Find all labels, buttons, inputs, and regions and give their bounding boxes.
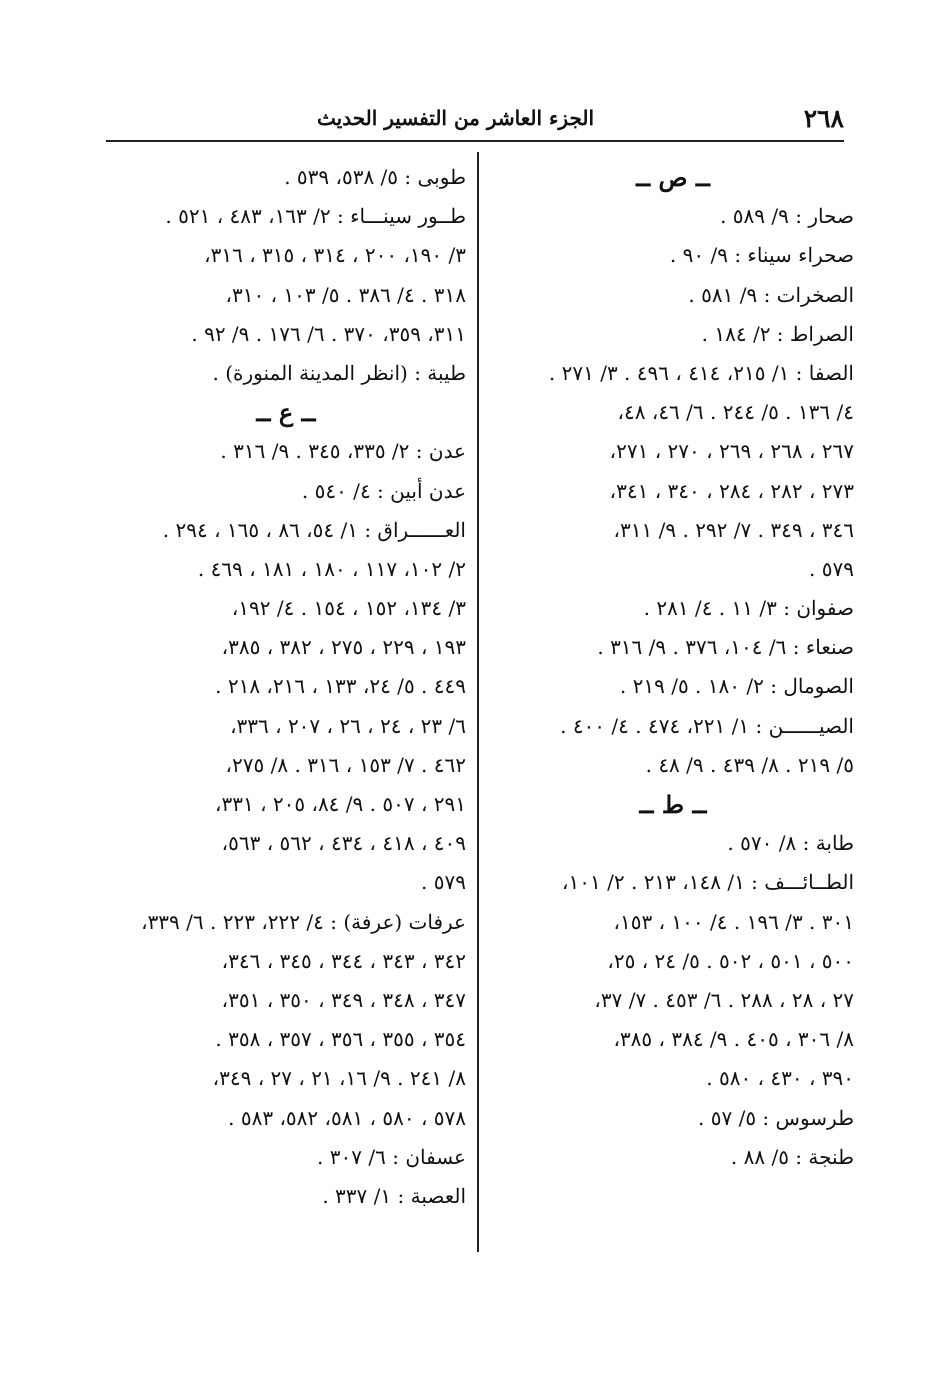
index-entry: الصيــــــن : ١/ ٢٢١، ٤٧٤ . ٤/ ٤٠٠ . [560, 713, 854, 738]
index-entry: صحار : ٩/ ٥٨٩ . [720, 204, 854, 229]
index-entry: عدن : ٢/ ٣٣٥، ٣٤٥ . ٩/ ٣١٦ . [220, 439, 466, 464]
running-title: الجزء العاشر من التفسير الحديث [317, 106, 594, 130]
index-entry-continuation: ٣٤٧ ، ٣٤٨ ، ٣٤٩ ، ٣٥٠ ، ٣٥١، [221, 987, 466, 1012]
right-column [492, 158, 854, 1177]
page-header [106, 104, 844, 142]
index-entry-continuation: ٣٤٦ ، ٣٤٩ . ٧/ ٢٩٢ . ٩/ ٣١١، [613, 517, 854, 542]
index-entry-continuation: ٦/ ٢٣ ، ٢٤ ، ٢٦ ، ٢٠٧ ، ٣٣٦، [230, 713, 466, 738]
index-entry-continuation: ٢٦٧ ، ٢٦٨ ، ٢٦٩ ، ٢٧٠ ، ٢٧١، [609, 439, 854, 464]
index-entry: العصبة : ١/ ٣٣٧ . [322, 1183, 466, 1208]
index-entry-continuation: ٤/ ١٣٦ . ٥/ ٢٤٤ . ٦/ ٤٦، ٤٨، [617, 400, 854, 425]
index-entry: عسفان : ٦/ ٣٠٧ . [317, 1144, 466, 1169]
index-entry-continuation: ٢٧٣ ، ٢٨٢ ، ٢٨٤ ، ٣٤٠ ، ٣٤١، [609, 478, 854, 503]
index-entry-continuation: ٥٧٩ . [809, 556, 854, 581]
index-entry-continuation: ٢٩١ ، ٥٠٧ . ٩/ ٨٤، ٢٠٥ ، ٣٣١، [215, 792, 466, 816]
column-divider [477, 152, 479, 1252]
index-entry: صنعاء : ٦/ ١٠٤، ٣٧٦ . ٩/ ٣١٦ . [597, 635, 854, 660]
index-entry: الصومال : ٢/ ١٨٠ . ٥/ ٢١٩ . [619, 674, 854, 699]
index-entry-continuation: ٣٩٠ ، ٤٣٠ ، ٥٨٠ . [706, 1066, 854, 1091]
index-entry-continuation: ٥٠٠ ، ٥٠١ ، ٥٠٢ . ٥/ ٢٤ ، ٢٥، [607, 948, 854, 973]
index-entry: طوبى : ٥/ ٥٣٨، ٥٣٩ . [284, 165, 466, 189]
index-entry-continuation: ٣١١، ٣٥٩، ٣٧٠ . ٦/ ١٧٦ . ٩/ ٩٢ . [191, 321, 466, 346]
index-entry-continuation: ٢٧ ، ٢٨ ، ٢٨٨ . ٦/ ٤٥٣ . ٧/ ٣٧، [594, 987, 854, 1012]
index-entry-continuation: ٣/ ١٣٤، ١٥٢ ، ١٥٤ . ٤/ ١٩٢، [231, 596, 466, 621]
index-entry: طنجة : ٥/ ٨٨ . [730, 1144, 854, 1169]
index-entry: صحراء سيناء : ٩/ ٩٠ . [669, 243, 854, 268]
index-entry: طــور سينـــاء : ٢/ ١٦٣، ٤٨٣ ، ٥٢١ . [165, 204, 466, 229]
index-entry-continuation: ٥٧٩ . [421, 870, 466, 895]
index-entry-continuation: ٥/ ٢١٩ . ٨/ ٤٣٩ . ٩/ ٤٨ . [645, 752, 854, 777]
index-entry: الصفا : ١/ ٢١٥، ٤١٤ ، ٤٩٦ . ٣/ ٢٧١ . [548, 360, 854, 385]
index-entry: الطــائـــف : ١/ ١٤٨، ٢١٣ . ٢/ ١٠١، [562, 870, 854, 895]
index-entry-continuation: ٤٠٩ ، ٤١٨ ، ٤٣٤ ، ٥٦٢ ، ٥٦٣، [221, 831, 466, 856]
index-entry: طرسوس : ٥/ ٥٧ . [698, 1105, 854, 1130]
index-entry-continuation: ٣٠١ . ٣/ ١٩٦ . ٤/ ١٠٠ ، ١٥٣، [613, 909, 854, 934]
index-entry-continuation: ٢/ ١٠٢، ١١٧ ، ١٨٠ ، ١٨١ ، ٤٦٩ . [197, 556, 466, 581]
page-number: ٢٦٨ [803, 104, 844, 133]
index-entry: الصراط : ٢/ ١٨٤ . [701, 321, 854, 346]
index-entry-continuation: ٣/ ١٩٠، ٢٠٠ ، ٣١٤ ، ٣١٥ ، ٣١٦، [204, 243, 466, 268]
section-letter-heading: ــ ص ــ [636, 163, 710, 192]
index-entry-continuation: ٣٤٢ ، ٣٤٣ ، ٣٤٤ ، ٣٤٥ ، ٣٤٦، [221, 948, 466, 973]
index-entry-continuation: ٣١٨ . ٤/ ٣٨٦ . ٥/ ١٠٣ ، ٣١٠، [225, 282, 466, 307]
left-column [106, 158, 466, 1216]
section-letter-heading: ــ ط ــ [639, 790, 707, 819]
index-entry-continuation: ٨/ ٣٠٦ ، ٤٠٥ . ٩/ ٣٨٤ ، ٣٨٥، [613, 1027, 854, 1052]
index-entry: الصخرات : ٩/ ٥٨١ . [688, 282, 854, 307]
index-entry-continuation: ١٩٣ ، ٢٢٩ ، ٢٧٥ ، ٣٨٢ ، ٣٨٥، [221, 635, 466, 660]
index-entry-continuation: ٤٦٢ . ٧/ ١٥٣ ، ٣١٦ . ٨/ ٢٧٥، [225, 752, 466, 777]
index-entry: عدن أبين : ٤/ ٥٤٠ . [301, 478, 466, 503]
index-entry-continuation: ٣٥٤ ، ٣٥٥ ، ٣٥٦ ، ٣٥٧ ، ٣٥٨ . [215, 1027, 466, 1052]
index-entry: صفوان : ٣/ ١١ . ٤/ ٢٨١ . [643, 596, 854, 621]
index-entry-continuation: ٨/ ٢٤١ . ٩/ ١٦، ٢١ ، ٢٧ ، ٣٤٩، [212, 1066, 466, 1091]
index-entry: طابة : ٨/ ٥٧٠ . [727, 831, 854, 856]
section-letter-heading: ــ ع ــ [256, 398, 316, 428]
index-entry-continuation: ٥٧٨ ، ٥٨٠ ، ٥٨١، ٥٨٢، ٥٨٣ . [228, 1105, 466, 1130]
index-entry: العــــــراق : ١/ ٥٤، ٨٦ ، ١٦٥ ، ٢٩٤ . [162, 517, 466, 542]
index-entry: طيبة : (انظر المدينة المنورة) . [212, 360, 466, 385]
index-entry-continuation: ٤٤٩ . ٥/ ٢٤، ١٣٣ ، ٢١٦، ٢١٨ . [215, 674, 466, 699]
index-entry: عرفات (عرفة) : ٤/ ٢٢٢، ٢٢٣ . ٦/ ٣٣٩، [141, 909, 466, 934]
